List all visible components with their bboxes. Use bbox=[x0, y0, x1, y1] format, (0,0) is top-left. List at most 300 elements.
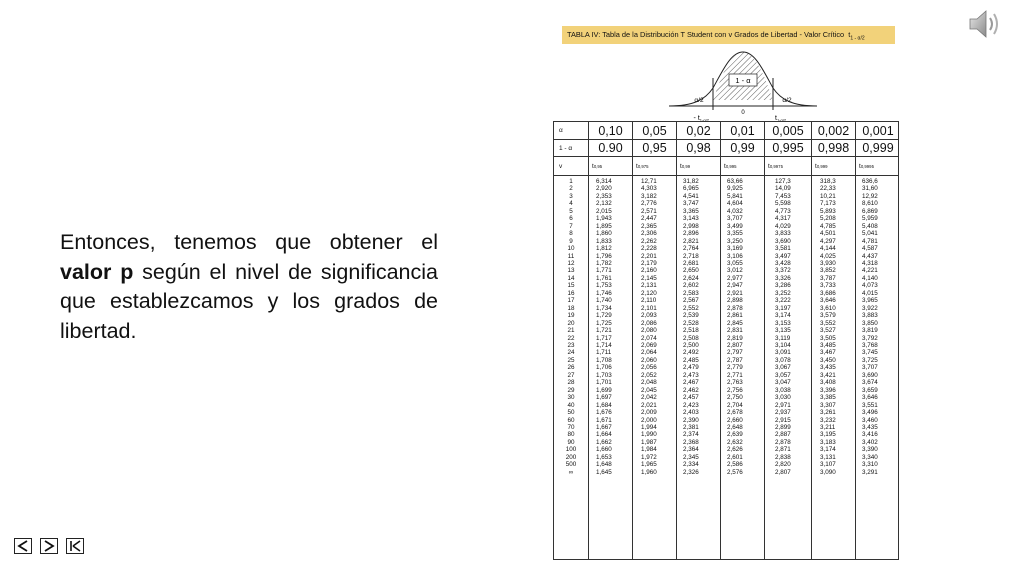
critical-value: 4,029 bbox=[775, 222, 791, 230]
critical-value: 3,505 bbox=[820, 334, 836, 342]
critical-value: 3,091 bbox=[775, 349, 791, 357]
critical-value: 2,977 bbox=[727, 274, 743, 282]
critical-value: 3,965 bbox=[862, 297, 878, 305]
critical-value: 318,3 bbox=[820, 178, 836, 185]
critical-value: 3,435 bbox=[820, 364, 836, 372]
critical-value: 2,423 bbox=[683, 401, 699, 409]
confidence-value: 0.90 bbox=[588, 140, 632, 156]
confidence-value: 0,995 bbox=[764, 140, 811, 156]
critical-value: 1,782 bbox=[596, 259, 612, 267]
critical-value: 2,021 bbox=[641, 401, 657, 409]
df-value: 4 bbox=[569, 200, 573, 208]
critical-value: 3,552 bbox=[820, 319, 836, 327]
t-subscript: 0,9995 bbox=[860, 163, 874, 169]
critical-value: 2,048 bbox=[641, 379, 657, 387]
critical-value: 10,21 bbox=[820, 192, 836, 200]
critical-value: 1,740 bbox=[596, 297, 612, 305]
critical-value: 3,428 bbox=[775, 259, 791, 267]
df-value: 25 bbox=[567, 356, 575, 364]
df-value: 40 bbox=[567, 401, 575, 409]
next-slide-button[interactable] bbox=[40, 538, 58, 554]
critical-value: 63,66 bbox=[727, 178, 743, 185]
critical-value: 3,057 bbox=[775, 371, 791, 379]
critical-value: 6,869 bbox=[862, 207, 878, 215]
critical-value: 2,262 bbox=[641, 237, 657, 245]
df-value: 500 bbox=[565, 461, 577, 469]
df-value: 18 bbox=[567, 304, 575, 312]
df-value: 24 bbox=[567, 349, 575, 357]
critical-value-column bbox=[720, 176, 764, 559]
critical-value: 2,179 bbox=[641, 259, 657, 267]
alpha-row-label: α bbox=[559, 127, 563, 134]
critical-value: 3,326 bbox=[775, 274, 791, 282]
critical-value: 2,334 bbox=[683, 461, 699, 469]
critical-value: 1,664 bbox=[596, 431, 612, 439]
critical-value: 4,317 bbox=[775, 215, 791, 223]
critical-value: 1,994 bbox=[641, 423, 657, 431]
critical-value-column bbox=[855, 176, 900, 559]
critical-value: 3,435 bbox=[862, 423, 878, 431]
critical-value: 2,807 bbox=[775, 468, 791, 476]
critical-value: 3,372 bbox=[775, 267, 791, 275]
critical-value: 3,485 bbox=[820, 341, 836, 349]
critical-value: 31,82 bbox=[683, 178, 699, 185]
critical-value: 2,060 bbox=[641, 356, 657, 364]
critical-value: 2,763 bbox=[727, 379, 743, 387]
confidence-value: 0,999 bbox=[855, 140, 900, 156]
curve-left-tail-label: α/2 bbox=[694, 97, 704, 104]
critical-value: 5,959 bbox=[862, 215, 878, 223]
critical-value: 3,232 bbox=[820, 416, 836, 424]
last-slide-button[interactable] bbox=[66, 538, 84, 554]
df-value: 20 bbox=[567, 319, 575, 327]
critical-value: 2,821 bbox=[683, 237, 699, 245]
critical-value: 2,571 bbox=[641, 207, 657, 215]
critical-value: 3,012 bbox=[727, 267, 743, 275]
critical-value: 4,501 bbox=[820, 230, 836, 238]
t-subscript: 0,99 bbox=[681, 163, 691, 169]
critical-value: 1,761 bbox=[596, 274, 612, 282]
df-value: 17 bbox=[567, 297, 575, 305]
critical-value: 2,779 bbox=[727, 364, 743, 372]
critical-value: 2,120 bbox=[641, 289, 657, 297]
critical-value: 2,074 bbox=[641, 334, 657, 342]
t-symbol: t bbox=[859, 162, 861, 170]
t-label bbox=[764, 157, 811, 175]
critical-value: 2,101 bbox=[641, 304, 657, 312]
critical-value: 2,871 bbox=[775, 446, 791, 454]
critical-value: 4,015 bbox=[862, 289, 878, 297]
critical-value: 1,662 bbox=[596, 438, 612, 446]
slide-navigation bbox=[14, 538, 84, 554]
critical-value: 1,960 bbox=[641, 468, 657, 476]
critical-value: 2,345 bbox=[683, 453, 699, 461]
critical-value: 3,497 bbox=[775, 252, 791, 260]
critical-value: 12,71 bbox=[641, 178, 657, 185]
critical-value: 4,604 bbox=[727, 200, 743, 208]
critical-value: 31,60 bbox=[862, 185, 878, 193]
first-slide-button[interactable] bbox=[14, 538, 32, 554]
critical-value: 1,833 bbox=[596, 237, 612, 245]
critical-value: 127,3 bbox=[775, 178, 791, 185]
critical-value: 3,174 bbox=[820, 446, 836, 454]
critical-value: 3,365 bbox=[683, 207, 699, 215]
df-value: 22 bbox=[567, 334, 575, 342]
critical-value: 2,528 bbox=[683, 319, 699, 327]
df-value: 7 bbox=[569, 222, 573, 230]
t-distribution-curve bbox=[663, 48, 823, 122]
curve-right-critical-text: t bbox=[775, 115, 777, 122]
critical-value: 2,648 bbox=[727, 423, 743, 431]
t-symbol: t bbox=[592, 162, 594, 170]
t-subscript: 0,975 bbox=[637, 163, 649, 169]
critical-value: 1,711 bbox=[596, 349, 612, 357]
next-slide-icon bbox=[41, 539, 57, 553]
alpha-value: 0,10 bbox=[588, 122, 632, 139]
critical-value: 3,310 bbox=[862, 461, 878, 469]
critical-value: 2,626 bbox=[727, 446, 743, 454]
alpha-header-row bbox=[554, 122, 898, 140]
critical-value: 3,291 bbox=[862, 468, 878, 476]
critical-value: 1,706 bbox=[596, 364, 612, 372]
critical-value: 1,714 bbox=[596, 341, 612, 349]
critical-value: 2,306 bbox=[641, 230, 657, 238]
df-value: 5 bbox=[569, 207, 573, 215]
t-symbol: t bbox=[724, 162, 726, 170]
critical-value: 1,943 bbox=[596, 215, 612, 223]
df-value: 1 bbox=[569, 178, 573, 185]
alpha-value: 0,01 bbox=[720, 122, 764, 139]
critical-value: 2,479 bbox=[683, 364, 699, 372]
critical-value: 3,286 bbox=[775, 282, 791, 290]
critical-value: 3,467 bbox=[820, 349, 836, 357]
critical-value: 1,699 bbox=[596, 386, 612, 394]
critical-value: 3,690 bbox=[862, 371, 878, 379]
critical-value: 2,064 bbox=[641, 349, 657, 357]
critical-value: 3,610 bbox=[820, 304, 836, 312]
critical-value: 2,160 bbox=[641, 267, 657, 275]
critical-value: 2,110 bbox=[641, 297, 657, 305]
df-value: 8 bbox=[569, 230, 573, 238]
critical-value: 5,041 bbox=[862, 230, 878, 238]
curve-left-critical-sub: 1-α/2 bbox=[699, 117, 709, 122]
critical-value: 1,729 bbox=[596, 312, 612, 320]
last-slide-icon bbox=[67, 539, 83, 553]
critical-value: 2,467 bbox=[683, 379, 699, 387]
critical-value: 3,030 bbox=[775, 394, 791, 402]
critical-value: 3,819 bbox=[862, 327, 878, 335]
critical-value: 2,624 bbox=[683, 274, 699, 282]
critical-value: 2,971 bbox=[775, 401, 791, 409]
critical-value: 3,787 bbox=[820, 274, 836, 282]
speaker-icon[interactable] bbox=[966, 4, 1006, 44]
t-label bbox=[588, 157, 632, 175]
critical-value: 3,169 bbox=[727, 245, 743, 253]
t-subscript: 0,95 bbox=[593, 163, 603, 169]
t-label bbox=[855, 157, 900, 175]
critical-value: 1,708 bbox=[596, 356, 612, 364]
df-value: 13 bbox=[567, 267, 575, 275]
critical-value: 7,453 bbox=[775, 192, 791, 200]
critical-value: 1,984 bbox=[641, 446, 657, 454]
critical-value: 3,646 bbox=[862, 394, 878, 402]
table-title-symbol: t bbox=[848, 30, 851, 39]
critical-value: 2,639 bbox=[727, 431, 743, 439]
critical-value: 3,340 bbox=[862, 453, 878, 461]
critical-value: 2,080 bbox=[641, 327, 657, 335]
critical-value: 2,601 bbox=[727, 453, 743, 461]
critical-value: 3,174 bbox=[775, 312, 791, 320]
table-title bbox=[562, 26, 895, 44]
critical-value: 2,861 bbox=[727, 312, 743, 320]
critical-value: 12,92 bbox=[862, 192, 878, 200]
df-column-label: v bbox=[559, 162, 563, 170]
critical-value: 3,646 bbox=[820, 297, 836, 305]
df-value: 200 bbox=[565, 453, 577, 461]
critical-value: 3,197 bbox=[775, 304, 791, 312]
df-value: 3 bbox=[569, 192, 573, 200]
critical-value: 3,107 bbox=[820, 461, 836, 469]
df-value: 21 bbox=[567, 327, 575, 335]
t-symbol: t bbox=[636, 162, 638, 170]
critical-value: 3,733 bbox=[820, 282, 836, 290]
t-symbol: t bbox=[768, 162, 770, 170]
critical-value: 3,686 bbox=[820, 289, 836, 297]
critical-value: 3,852 bbox=[820, 267, 836, 275]
critical-value: 2,353 bbox=[596, 192, 612, 200]
critical-value: 7,173 bbox=[820, 200, 836, 208]
critical-value: 1,771 bbox=[596, 267, 612, 275]
critical-value: 3,195 bbox=[820, 431, 836, 439]
critical-value: 2,381 bbox=[683, 423, 699, 431]
t-label-header-row bbox=[554, 157, 898, 176]
critical-value: 3,390 bbox=[862, 446, 878, 454]
confidence-value: 0,99 bbox=[720, 140, 764, 156]
df-value: 30 bbox=[567, 394, 575, 402]
critical-value: 2,632 bbox=[727, 438, 743, 446]
critical-value: 2,508 bbox=[683, 334, 699, 342]
critical-value: 2,364 bbox=[683, 446, 699, 454]
critical-value: 1,667 bbox=[596, 423, 612, 431]
critical-value: 4,437 bbox=[862, 252, 878, 260]
critical-value: 2,878 bbox=[727, 304, 743, 312]
critical-value: 1,721 bbox=[596, 327, 612, 335]
critical-value: 2,145 bbox=[641, 274, 657, 282]
critical-value: 3,674 bbox=[862, 379, 878, 387]
critical-value: 3,707 bbox=[727, 215, 743, 223]
critical-value: 3,119 bbox=[775, 334, 791, 342]
critical-value: 3,850 bbox=[862, 319, 878, 327]
df-value: 14 bbox=[567, 274, 575, 282]
t-subscript: 0,995 bbox=[725, 163, 737, 169]
critical-value: 3,579 bbox=[820, 312, 836, 320]
df-value: ∞ bbox=[568, 468, 574, 476]
critical-value: 1,660 bbox=[596, 446, 612, 454]
critical-value: 3,496 bbox=[862, 409, 878, 417]
df-value: 50 bbox=[567, 409, 575, 417]
critical-value-column bbox=[764, 176, 811, 559]
critical-value: 5,841 bbox=[727, 192, 743, 200]
table-title-text: TABLA IV: Tabla de la Distribución T Student con v Grados de Libertad - Valor Crítico bbox=[567, 30, 845, 39]
critical-value: 1,796 bbox=[596, 252, 612, 260]
df-value: 26 bbox=[567, 364, 575, 372]
critical-value: 1,645 bbox=[596, 468, 612, 476]
critical-value: 1,697 bbox=[596, 394, 612, 402]
first-slide-icon bbox=[15, 539, 31, 553]
critical-value: 2,602 bbox=[683, 282, 699, 290]
critical-value: 2,583 bbox=[683, 289, 699, 297]
df-value: 12 bbox=[567, 259, 575, 267]
df-value: 60 bbox=[567, 416, 575, 424]
critical-value: 1,703 bbox=[596, 371, 612, 379]
critical-value: 1,648 bbox=[596, 461, 612, 469]
critical-value: 3,690 bbox=[775, 237, 791, 245]
critical-value: 2,807 bbox=[727, 341, 743, 349]
critical-value: 2,678 bbox=[727, 409, 743, 417]
critical-value: 1,860 bbox=[596, 230, 612, 238]
t-symbol: t bbox=[815, 162, 817, 170]
critical-value: 2,898 bbox=[727, 297, 743, 305]
critical-value: 2,576 bbox=[727, 468, 743, 476]
critical-value: 1,972 bbox=[641, 453, 657, 461]
critical-value: 3,090 bbox=[820, 468, 836, 476]
critical-value: 3,551 bbox=[862, 401, 878, 409]
df-value: 80 bbox=[567, 431, 575, 439]
critical-value: 6,965 bbox=[683, 185, 699, 193]
critical-value: 2,915 bbox=[775, 416, 791, 424]
confidence-row-label: 1 - α bbox=[559, 144, 573, 152]
critical-value: 4,587 bbox=[862, 245, 878, 253]
critical-value: 2,093 bbox=[641, 312, 657, 320]
df-value: 90 bbox=[567, 438, 575, 446]
critical-value: 1,725 bbox=[596, 319, 612, 327]
df-value: 15 bbox=[567, 282, 575, 290]
critical-value: 6,314 bbox=[596, 178, 612, 185]
critical-value: 4,318 bbox=[862, 259, 878, 267]
critical-value: 1,990 bbox=[641, 431, 657, 439]
critical-value: 2,457 bbox=[683, 394, 699, 402]
critical-value: 2,660 bbox=[727, 416, 743, 424]
critical-value: 3,883 bbox=[862, 312, 878, 320]
critical-value: 2,718 bbox=[683, 252, 699, 260]
df-value: 28 bbox=[567, 379, 575, 387]
t-label bbox=[632, 157, 676, 175]
critical-value: 4,781 bbox=[862, 237, 878, 245]
critical-value: 3,106 bbox=[727, 252, 743, 260]
critical-value: 2,896 bbox=[683, 230, 699, 238]
critical-value: 2,492 bbox=[683, 349, 699, 357]
critical-value: 22,33 bbox=[820, 185, 836, 193]
critical-value: 2,086 bbox=[641, 319, 657, 327]
critical-value: 5,893 bbox=[820, 207, 836, 215]
critical-value: 3,143 bbox=[683, 215, 699, 223]
critical-value: 2,132 bbox=[596, 200, 612, 208]
critical-value: 2,776 bbox=[641, 200, 657, 208]
critical-value: 2,015 bbox=[596, 207, 612, 215]
critical-value: 636,6 bbox=[862, 178, 878, 185]
critical-value: 2,586 bbox=[727, 461, 743, 469]
critical-value: 14,09 bbox=[775, 185, 791, 193]
critical-value: 2,650 bbox=[683, 267, 699, 275]
critical-value: 2,009 bbox=[641, 409, 657, 417]
critical-value: 2,845 bbox=[727, 319, 743, 327]
t-subscript: 0,9975 bbox=[769, 163, 783, 169]
critical-value: 4,073 bbox=[862, 282, 878, 290]
df-value: 19 bbox=[567, 312, 575, 320]
critical-value: 1,701 bbox=[596, 379, 612, 387]
critical-value: 2,921 bbox=[727, 289, 743, 297]
curve-left-critical-text: - t bbox=[693, 115, 700, 122]
table-title-symbol-sub: 1 - α/2 bbox=[850, 35, 865, 42]
critical-value: 3,355 bbox=[727, 230, 743, 238]
critical-value: 3,792 bbox=[862, 334, 878, 342]
critical-value: 2,485 bbox=[683, 356, 699, 364]
critical-value-column bbox=[632, 176, 676, 559]
critical-value: 2,820 bbox=[775, 461, 791, 469]
critical-value: 2,998 bbox=[683, 222, 699, 230]
critical-value: 2,447 bbox=[641, 215, 657, 223]
df-value: 23 bbox=[567, 341, 575, 349]
critical-value: 3,078 bbox=[775, 356, 791, 364]
t-subscript: 0,999 bbox=[816, 163, 828, 169]
critical-value: 3,182 bbox=[641, 192, 657, 200]
critical-value: 3,930 bbox=[820, 259, 836, 267]
alpha-value: 0,001 bbox=[855, 122, 900, 139]
df-value: 2 bbox=[569, 185, 573, 193]
critical-value: 3,067 bbox=[775, 364, 791, 372]
critical-value: 4,025 bbox=[820, 252, 836, 260]
critical-value: 5,208 bbox=[820, 215, 836, 223]
critical-value: 3,385 bbox=[820, 394, 836, 402]
slide-paragraph bbox=[60, 228, 438, 346]
critical-value: 3,402 bbox=[862, 438, 878, 446]
critical-value: 3,183 bbox=[820, 438, 836, 446]
confidence-header-row bbox=[554, 140, 898, 157]
critical-value: 3,222 bbox=[775, 297, 791, 305]
curve-center-label: 1 - α bbox=[735, 76, 751, 85]
critical-value: 3,038 bbox=[775, 386, 791, 394]
critical-value: 3,055 bbox=[727, 259, 743, 267]
critical-value: 2,403 bbox=[683, 409, 699, 417]
paragraph-text-2: según el nivel de significancia que establezcamos y los grados de libertad. bbox=[60, 259, 438, 343]
critical-value: 3,153 bbox=[775, 319, 791, 327]
df-value: 16 bbox=[567, 289, 575, 297]
alpha-value: 0,02 bbox=[676, 122, 720, 139]
critical-value: 2,056 bbox=[641, 364, 657, 372]
critical-value: 3,135 bbox=[775, 327, 791, 335]
df-value: 10 bbox=[567, 245, 575, 253]
critical-value: 2,819 bbox=[727, 334, 743, 342]
critical-value: 2,326 bbox=[683, 468, 699, 476]
critical-value: 3,104 bbox=[775, 341, 791, 349]
critical-value: 2,201 bbox=[641, 252, 657, 260]
critical-value: 1,812 bbox=[596, 245, 612, 253]
critical-value: 2,878 bbox=[775, 438, 791, 446]
confidence-value: 0,98 bbox=[676, 140, 720, 156]
critical-value: 1,717 bbox=[596, 334, 612, 342]
critical-value: 2,771 bbox=[727, 371, 743, 379]
critical-value: 2,518 bbox=[683, 327, 699, 335]
critical-value: 3,768 bbox=[862, 341, 878, 349]
critical-value: 2,887 bbox=[775, 431, 791, 439]
critical-value: 4,140 bbox=[862, 274, 878, 282]
t-symbol: t bbox=[680, 162, 682, 170]
critical-value: 5,408 bbox=[862, 222, 878, 230]
t-label bbox=[720, 157, 764, 175]
critical-value: 1,653 bbox=[596, 453, 612, 461]
critical-value: 1,987 bbox=[641, 438, 657, 446]
critical-value: 3,725 bbox=[862, 356, 878, 364]
